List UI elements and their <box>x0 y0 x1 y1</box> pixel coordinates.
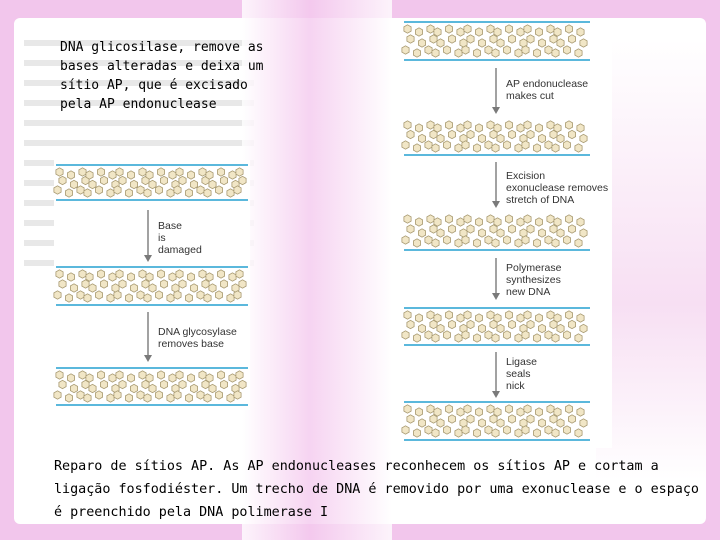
step-label-base-damaged: Base is damaged <box>158 220 202 256</box>
step-label-ap-endonuclease: AP endonuclease makes cut <box>506 78 589 102</box>
caption-text: Reparo de sítios AP. As AP endonucleases reconhecem os sítios AP e cortam a ligação fosfodiéster. Um trecho de DNA é removido por uma exonuclease e o espaço é preenchido pela DNA polimerase I <box>54 459 699 520</box>
intro-text: DNA glicosilase, remove as bases alteradas e deixa um sítio AP, que é excisado pela AP endonuclease <box>60 40 264 112</box>
left-figure-panel <box>54 160 250 410</box>
step-label-ligase: Ligase seals nick <box>506 356 537 392</box>
decorative-right-bar <box>596 40 706 480</box>
step-label-glycosylase: DNA glycosylase removes base <box>158 326 237 350</box>
step-label-excision: Excision exonuclease removes stretch of DNA <box>506 170 609 206</box>
step-label-polymerase: Polymerase synthesizes new DNA <box>506 262 562 298</box>
